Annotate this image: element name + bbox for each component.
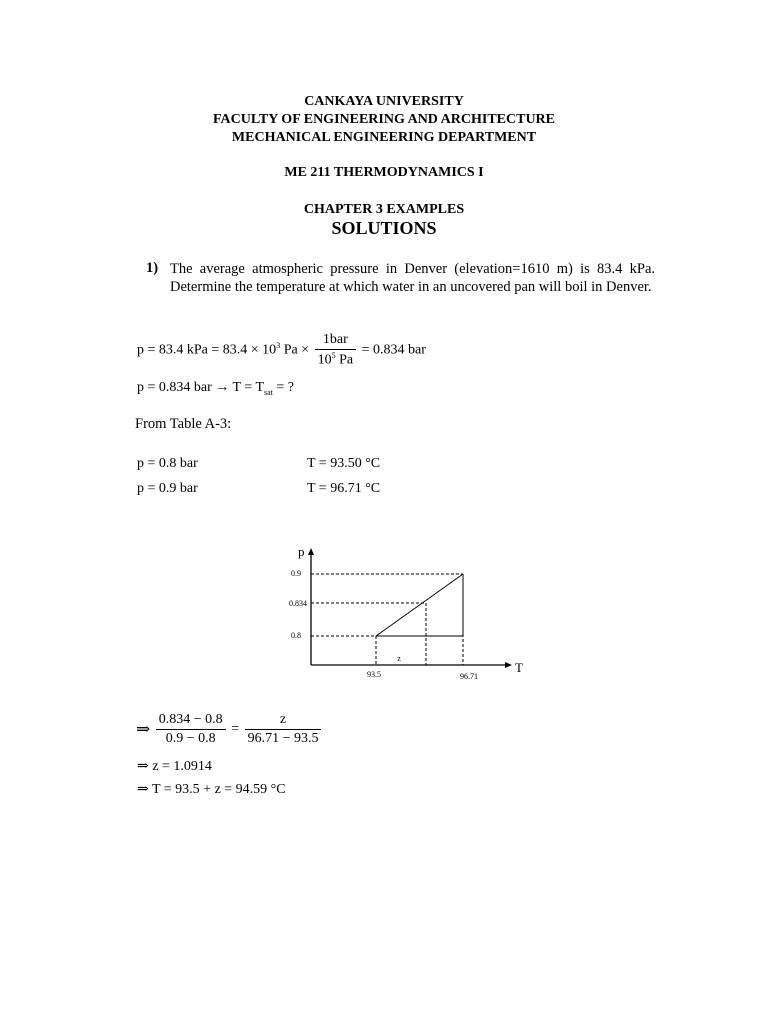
x-axis-label: T bbox=[515, 660, 523, 675]
temperature-ratio-denominator: 96.71 − 93.5 bbox=[247, 731, 319, 746]
eq2-text: p = 0.834 bar → T = T bbox=[137, 380, 265, 395]
eq1-rhs: = 0.834 bar bbox=[361, 342, 426, 358]
y-axis-label: p bbox=[298, 544, 305, 559]
department-name: MECHANICAL ENGINEERING DEPARTMENT bbox=[231, 130, 537, 145]
y-axis-arrowhead bbox=[308, 548, 314, 555]
eq2-sub: sat bbox=[264, 387, 273, 397]
x-axis-arrowhead bbox=[505, 662, 512, 668]
university-name: CANKAYA UNIVERSITY bbox=[304, 94, 464, 109]
interpolation-graph bbox=[270, 540, 540, 690]
pressure-ratio-fraction bbox=[156, 712, 226, 747]
y-tick-0-9: 0.9 bbox=[291, 569, 301, 578]
problem-number: 1) bbox=[146, 260, 159, 276]
temperature-ratio-numerator: z bbox=[245, 712, 322, 730]
equals-sign: = bbox=[231, 721, 240, 737]
interpolation-line bbox=[376, 574, 463, 636]
implies-arrow: ⇒ bbox=[136, 719, 151, 739]
y-tick-0-834: 0.834 bbox=[289, 599, 307, 608]
x-tick-93-5: 93.5 bbox=[367, 670, 381, 679]
eq1-exponent: 3 bbox=[276, 340, 281, 350]
eq1-den-exponent: 5 bbox=[331, 351, 336, 360]
course-title: ME 211 THERMODYNAMICS I bbox=[284, 165, 484, 180]
saturation-equation bbox=[137, 380, 294, 397]
eq1-den-unit: Pa bbox=[335, 352, 354, 368]
eq1-mid: Pa × bbox=[280, 342, 310, 358]
chapter-title: CHAPTER 3 EXAMPLES bbox=[303, 202, 465, 217]
eq1-den-base: 10 bbox=[317, 352, 332, 368]
pressure-ratio-numerator: 0.834 − 0.8 bbox=[156, 712, 226, 730]
temperature-result: ⇒ T = 93.5 + z = 94.59 °C bbox=[137, 782, 286, 797]
y-tick-0-8: 0.8 bbox=[291, 631, 301, 640]
table-row-p-2: p = 0.9 bar bbox=[137, 481, 198, 496]
pressure-ratio-denominator: 0.9 − 0.8 bbox=[165, 731, 216, 746]
temperature-ratio-fraction bbox=[245, 712, 322, 747]
z-label: z bbox=[397, 654, 401, 663]
interpolation-equation bbox=[136, 712, 323, 747]
x-tick-96-71: 96.71 bbox=[460, 672, 478, 681]
faculty-name: FACULTY OF ENGINEERING AND ARCHITECTURE bbox=[212, 112, 555, 127]
z-result: ⇒ z = 1.0914 bbox=[137, 759, 212, 774]
eq1-numerator: 1bar bbox=[315, 332, 357, 350]
pressure-conversion-equation bbox=[137, 332, 426, 369]
eq1-denominator bbox=[315, 350, 357, 369]
table-reference: From Table A-3: bbox=[135, 416, 232, 432]
eq1-lhs: p = 83.4 kPa = 83.4 × 10 bbox=[137, 342, 277, 358]
eq2-tail: = ? bbox=[272, 380, 295, 395]
solutions-title: SOLUTIONS bbox=[331, 218, 437, 238]
table-row-t-1: T = 93.50 °C bbox=[307, 456, 381, 471]
table-row-p-1: p = 0.8 bar bbox=[137, 456, 198, 471]
problem-text: The average atmospheric pressure in Denver (elevation=1610 m) is 83.4 kPa. Determine the temperature at which water in an uncovered pan will boil in Denver. bbox=[170, 261, 655, 295]
table-row-t-2: T = 96.71 °C bbox=[307, 481, 381, 496]
eq1-fraction bbox=[315, 332, 357, 369]
